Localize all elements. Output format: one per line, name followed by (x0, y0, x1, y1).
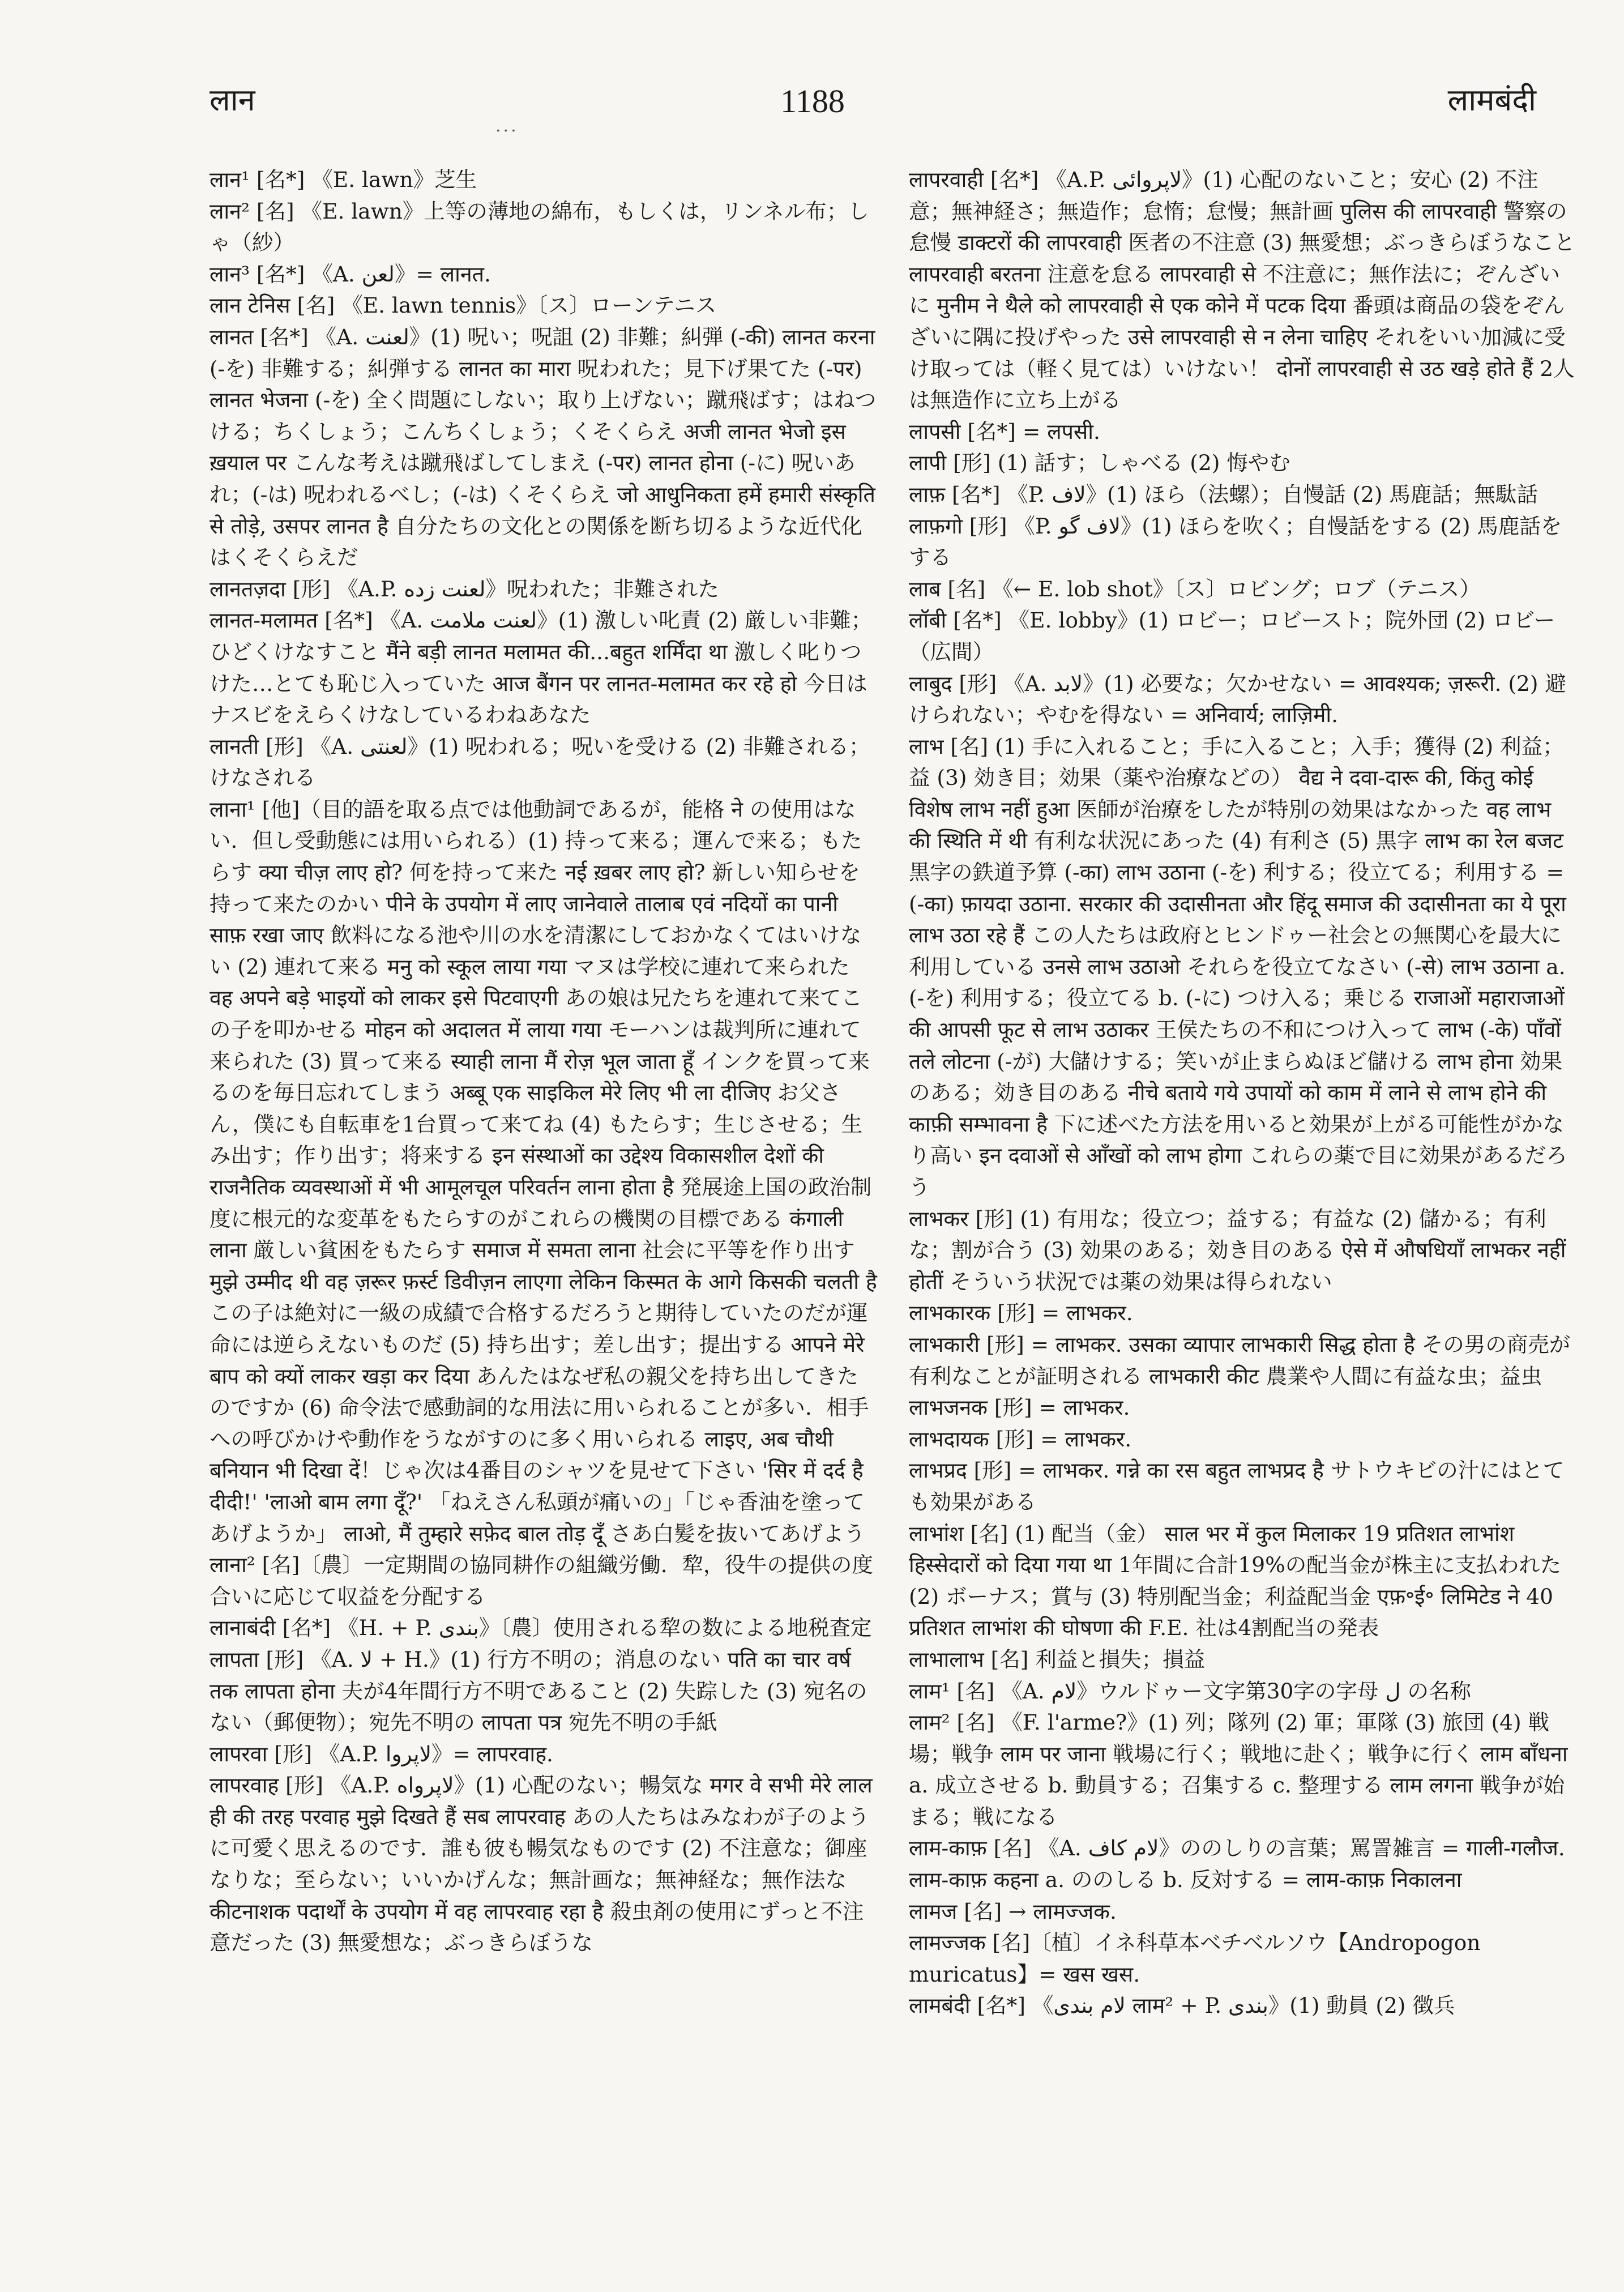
right-column (909, 164, 1577, 2022)
page-number: 1188 (780, 83, 845, 119)
dictionary-entry: लाना¹ [他]（目的語を取る点では他動詞であるが，能格 ने の使用はない．但し受動態には用いられる）(1) 持って来る；運んで来る；もたらす क्या चीज़ लाए हो? 何を持って来た नई ख़बर लाए हो? 新しい知らせを持って来たのかい पीने के उपयोग में लाए जानेवाले तालाब एवं नदियों का पानी साफ़ रखा जाए 飲料になる池や川の水を清潔にしておかなくてはいけない (2) 連れて来る मनु को स्कूल लाया गया マヌは学校に連れて来られた वह अपने बड़े भाइयों को लाकर इसे पिटवाएगी あの娘は兄たちを連れて来てこの子を叩かせる मोहन को अदालत में लाया गया モーハンは裁判所に連れて来られた (3) 買って来る स्याही लाना मैं रोज़ भूल जाता हूँ インクを買って来るのを毎日忘れてしまう अब्बू एक साइकिल मेरे लिए भी ला दीजिए お父さん，僕にも自転車を1台買って来てね (4) もたらす；生じさせる；生み出す；作り出す；将来する इन संस्थाओं का उद्देश्य विकासशील देशों की राजनैतिक व्यवस्थाओं में भी आमूलचूल परिवर्तन लाना होता है 発展途上国の政治制度に根元的な変革をもたらすのがこれらの機関の目標である कंगाली लाना 厳しい貧困をもたらす समाज में समता लाना 社会に平等を作り出す मुझे उम्मीद थी वह ज़रूर फ़र्स्ट डिवीज़न लाएगा लेकिन किस्मत के आगे किसकी चलती है この子は絶対に一級の成績で合格するだろうと期待していたのだが運命には逆らえないものだ (5) 持ち出す；差し出す；提出する आपने मेरे बाप को क्यों लाकर खड़ा कर दिया あんたはなぜ私の親父を持ち出してきたのですか (6) 命令法で感動詞的な用法に用いられることが多い．相手への呼びかけや動作をうながすのに多く用いられる लाइए, अब चौथी बनियान भी दिखा दें！じゃ次は4番目のシャツを見せて下さい 'सिर में दर्द है दीदी!' 'लाओ बाम लगा दूँ?' 「ねえさん私頭が痛いの」「じゃ香油を塗ってあげようか」 लाओ, मैं तुम्हारे सफ़ेद बाल तोड़ दूँ さあ白髪を抜いてあげよう (210, 796, 877, 1546)
dictionary-entry: लानतज़दा [形] 《A.P. لعنت زده》呪われた；非難された (210, 576, 719, 601)
dictionary-entry: लानत-मलामत [名*] 《A. لعنت ملامت》(1) 激しい叱責 (2) 厳しい非難；ひどくけなすこと मैंने बड़ी लानत मलामत की...बहुत शर्मिंदा था 激しく叱りつけた…とても恥じ入っていた आज बैंगन पर लानत-मलामत कर रहे हो 今日はナスビをえらくけなしているわねあなた (210, 608, 873, 728)
dictionary-entry: लानाबंदी [名*] 《H. + P. بندی》〔農〕使用される犂の数による地税査定 (210, 1615, 872, 1641)
left-column (210, 164, 878, 1959)
dictionary-entry: लापसी [名*] = लपसी. (909, 419, 1100, 444)
dictionary-entry: लान¹ [名*] 《E. lawn》芝生 (210, 167, 477, 192)
dictionary-entry: लाभदायक [形] = लाभकर. (909, 1426, 1132, 1452)
dictionary-entry: लान टेनिस [名] 《E. lawn tennis》〔ス〕ローンテニス (210, 293, 717, 318)
dictionary-entry: लाम² [名] 《F. l'arme?》(1) 列；隊列 (2) 軍；軍隊 (3) 旅団 (4) 戦場；戦争 लाम पर जाना 戦場に行く；戦地に赴く；戦争に行く लाम बाँधना a. 成立させる b. 動員する；召集する c. 整理する लाम लगना 戦争が始まる；戦になる (909, 1710, 1568, 1829)
dictionary-entry: लाम¹ [名] 《A. لام》ウルドゥー文字第30字の字母 ل の名称 (909, 1678, 1471, 1704)
dictionary-entry: लाभप्रद [形] = लाभकर. गन्ने का रस बहुत लाभप्रद है サトウキビの汁にはとても効果がある (909, 1458, 1565, 1514)
dictionary-entry: लामज [名] → लामज्जक. (909, 1898, 1117, 1924)
dictionary-entry: लाभालाभ [名] 利益と損失；損益 (909, 1646, 1206, 1672)
dictionary-entry: लॉबी [名*] 《E. lobby》(1) ロビー；ロビースト；院外団 (2) ロビー（広間） (909, 608, 1555, 664)
dictionary-entry: लापरवा [形] 《A.P. لاپروا》= लापरवाह. (210, 1741, 553, 1766)
dictionary-entry: लापरवाह [形] 《A.P. لاپرواه》(1) 心配のない；暢気な मगर वे सभी मेरे लाल ही की तरह परवाह मुझे दिखते हैं सब लापरवाह あの人たちはみなわが子のように可愛く思えるのです．誰も彼も暢気なものです (2) 不注意な；御座なりな；至らない；いいかげんな；無計画な；無神経な；無作法な कीटनाशक पदार्थों के उपयोग में वह लापरवाह रहा है 殺虫剤の使用にずっと不注意だった (3) 無愛想な；ぶっきらぼうな (210, 1773, 873, 1956)
dictionary-entry: लामबंदी [名*] 《لام بندی लाम² + P. بندی》(1) 動員 (2) 徴兵 (909, 1993, 1455, 2018)
dictionary-entry: लापरवाही [名*] 《A.P. لاپروائی》(1) 心配のないこと；安心 (2) 不注意；無神経さ；無造作；怠惰；怠慢；無計画 पुलिस की लापरवाही 警察の怠慢 डाक्टरों की लापरवाही 医者の不注意 (3) 無愛想；ぶっきらぼうなこと लापरवाही बरतना 注意を怠る लापरवाही से 不注意に；無作法に；ぞんざいに मुनीम ने थैले को लापरवाही से एक कोने में पटक दिया 番頭は商品の袋をぞんざいに隅に投げやった उसे लापरवाही से न लेना चाहिए それをいい加減に受け取っては（軽く見ては）いけない！ दोनों लापरवाही से उठ खड़े होते हैं 2人は無造作に立ち上がる (909, 167, 1575, 413)
header-left-guideword: लान (210, 82, 255, 118)
dictionary-entry: लाभांश [名] (1) 配当（金） साल भर में कुल मिलाकर 19 प्रतिशत लाभांश हिस्सेदारों को दिया गया था 1年間に合計19%の配当金が株主に支払われた (2) ボーナス；賞与 (3) 特別配当金；利益配当金 एफ़॰ई॰ लिमिटेड ने 40 प्रतिशत लाभांश की घोषणा की F.E. 社は4割配当の発表 (909, 1521, 1562, 1641)
dictionary-entry: लापी [形] (1) 話す；しゃべる (2) 悔やむ (909, 450, 1290, 476)
dictionary-entry: लानती [形] 《A. لعنتی》(1) 呪われる；呪いを受ける (2) 非難される；けなされる (210, 733, 870, 791)
dictionary-entry: लाना² [名]〔農〕一定期間の協同耕作の組織労働．犂，役牛の提供の度合いに応じて収益を分配する (210, 1552, 873, 1609)
dictionary-entry: लाभकर [形] (1) 有用な；役立つ；益する；有益な (2) 儲かる；有利な；割が合う (3) 効果のある；効き目のある ऐसे में औषधियाँ लाभकर नहीं होतीं そういう状況では薬の効果は得られない (909, 1206, 1566, 1294)
dictionary-entry: लाभकारी [形] = लाभकर. उसका व्यापार लाभकारी सिद्ध होता है その男の商売が有利なことが証明される लाभकारी कीट 農業や人間に有益な虫；益虫 (909, 1331, 1571, 1389)
dictionary-entry: लाब [名] 《← E. lob shot》〔ス〕ロビング；ロブ（テニス） (909, 576, 1481, 601)
dictionary-entry: लामज्जक [名]〔植〕イネ科草本ベチベルソウ【Andropogon muricatus】= खस खस. (909, 1930, 1481, 1987)
header-dots: ... (495, 116, 519, 136)
dictionary-entry: लाभ [名] (1) 手に入れること；手に入ること；入手；獲得 (2) 利益；益 (3) 効き目；効果（薬や治療などの） वैद्य ने दवा-दारू की, किंतु कोई विशेष लाभ नहीं हुआ 医師が治療をしたが特別の効果はなかった वह लाभ की स्थिति में थी 有利な状況にあった (4) 有利さ (5) 黒字 लाभ का रेल बजट 黒字の鉄道予算 (-का) लाभ उठाना (-を) 利する；役立てる；利用する = (-का) फ़ायदा उठाना. सरकार की उदासीनता और हिंदू समाज की उदासीनता का ये पूरा लाभ उठा रहे हैं この人たちは政府とヒンドゥー社会との無関心を最大に利用している उनसे लाभ उठाओ それらを役立てなさい (-से) लाभ उठाना a. (-を) 利用する；役立てる b. (-に) つけ入る；乗じる राजाओं महाराजाओं की आपसी फूट से लाभ उठाकर 王侯たちの不和につけ入って लाभ (-के) पाँवों तले लोटना (-が) 大儲けする；笑いが止まらぬほど儲ける लाभ होना 効果のある；効き目のある नीचे बताये गये उपायों को काम में लाने से लाभ होने की काफ़ी सम्भावना है 下に述べた方法を用いると効果が上がる可能性がかなり高い इन दवाओं से आँखों को लाभ होगा これらの薬で目に効果があるだろう (909, 733, 1567, 1200)
dictionary-entry: लाफ़गो [形] 《P. لاف گو》(1) ほらを吹く；自慢話をする (2) 馬鹿話をする (909, 513, 1562, 570)
dictionary-entry: लान² [名] 《E. lawn》上等の薄地の綿布，もしくは，リンネル布；しゃ（紗） (210, 198, 869, 255)
dictionary-entry: लाबुद [形] 《A. لابد》(1) 必要な；欠かせない = आवश्यक; ज़रूरी. (2) 避けられない；やむを得ない = अनिवार्य; लाज़िमी. (909, 671, 1566, 728)
dictionary-entry: लानत [名*] 《A. لعنت》(1) 呪い；呪詛 (2) 非難；糾弾 (-की) लानत करना (-を) 非難する；糾弾する लानत का मारा 呪われた；見下げ果てた (-पर) लानत भेजना (-を) 全く問題にしない；取り上げない；蹴飛ばす；はねつける；ちくしょう；こんちくしょう；くそくらえ अजी लानत भेजो इस ख़याल पर こんな考えは蹴飛ばしてしまえ (-पर) लानत होना (-に) 呪いあれ；(-は) 呪われるべし；(-は) くそくらえ जो आधुनिकता हमें हमारी संस्कृति से तोड़े, उसपर लानत है 自分たちの文化との関係を断ち切るような近代化はくそくらえだ (210, 324, 877, 570)
dictionary-entry: लाम-काफ़ [名] 《A. لام کاف》ののしりの言葉；罵詈雑言 = गाली-गलौज. लाम-काफ़ कहना a. ののしる b. 反対する = लाम-काफ़ निकालना (909, 1836, 1565, 1893)
dictionary-entry: लाभजनक [形] = लाभकर. (909, 1395, 1130, 1420)
dictionary-entry: लापता [形] 《A. لا + H.》(1) 行方不明の；消息のない पति का चार वर्ष तक लापता होना 夫が4年間行方不明であること (2) 失踪した (3) 宛名のない（郵便物）；宛先不明の लापता पत्र 宛先不明の手紙 (210, 1646, 867, 1735)
dictionary-entry: लान³ [名*] 《A. لعن》= लानत. (210, 261, 491, 287)
dictionary-entry: लाभकारक [形] = लाभकर. (909, 1300, 1133, 1326)
header-right-guideword: लामबंदी (1447, 82, 1536, 118)
dictionary-entry: लाफ़ [名*] 《P. لاف》(1) ほら（法螺）；自慢話 (2) 馬鹿話；無駄話 (909, 481, 1538, 507)
